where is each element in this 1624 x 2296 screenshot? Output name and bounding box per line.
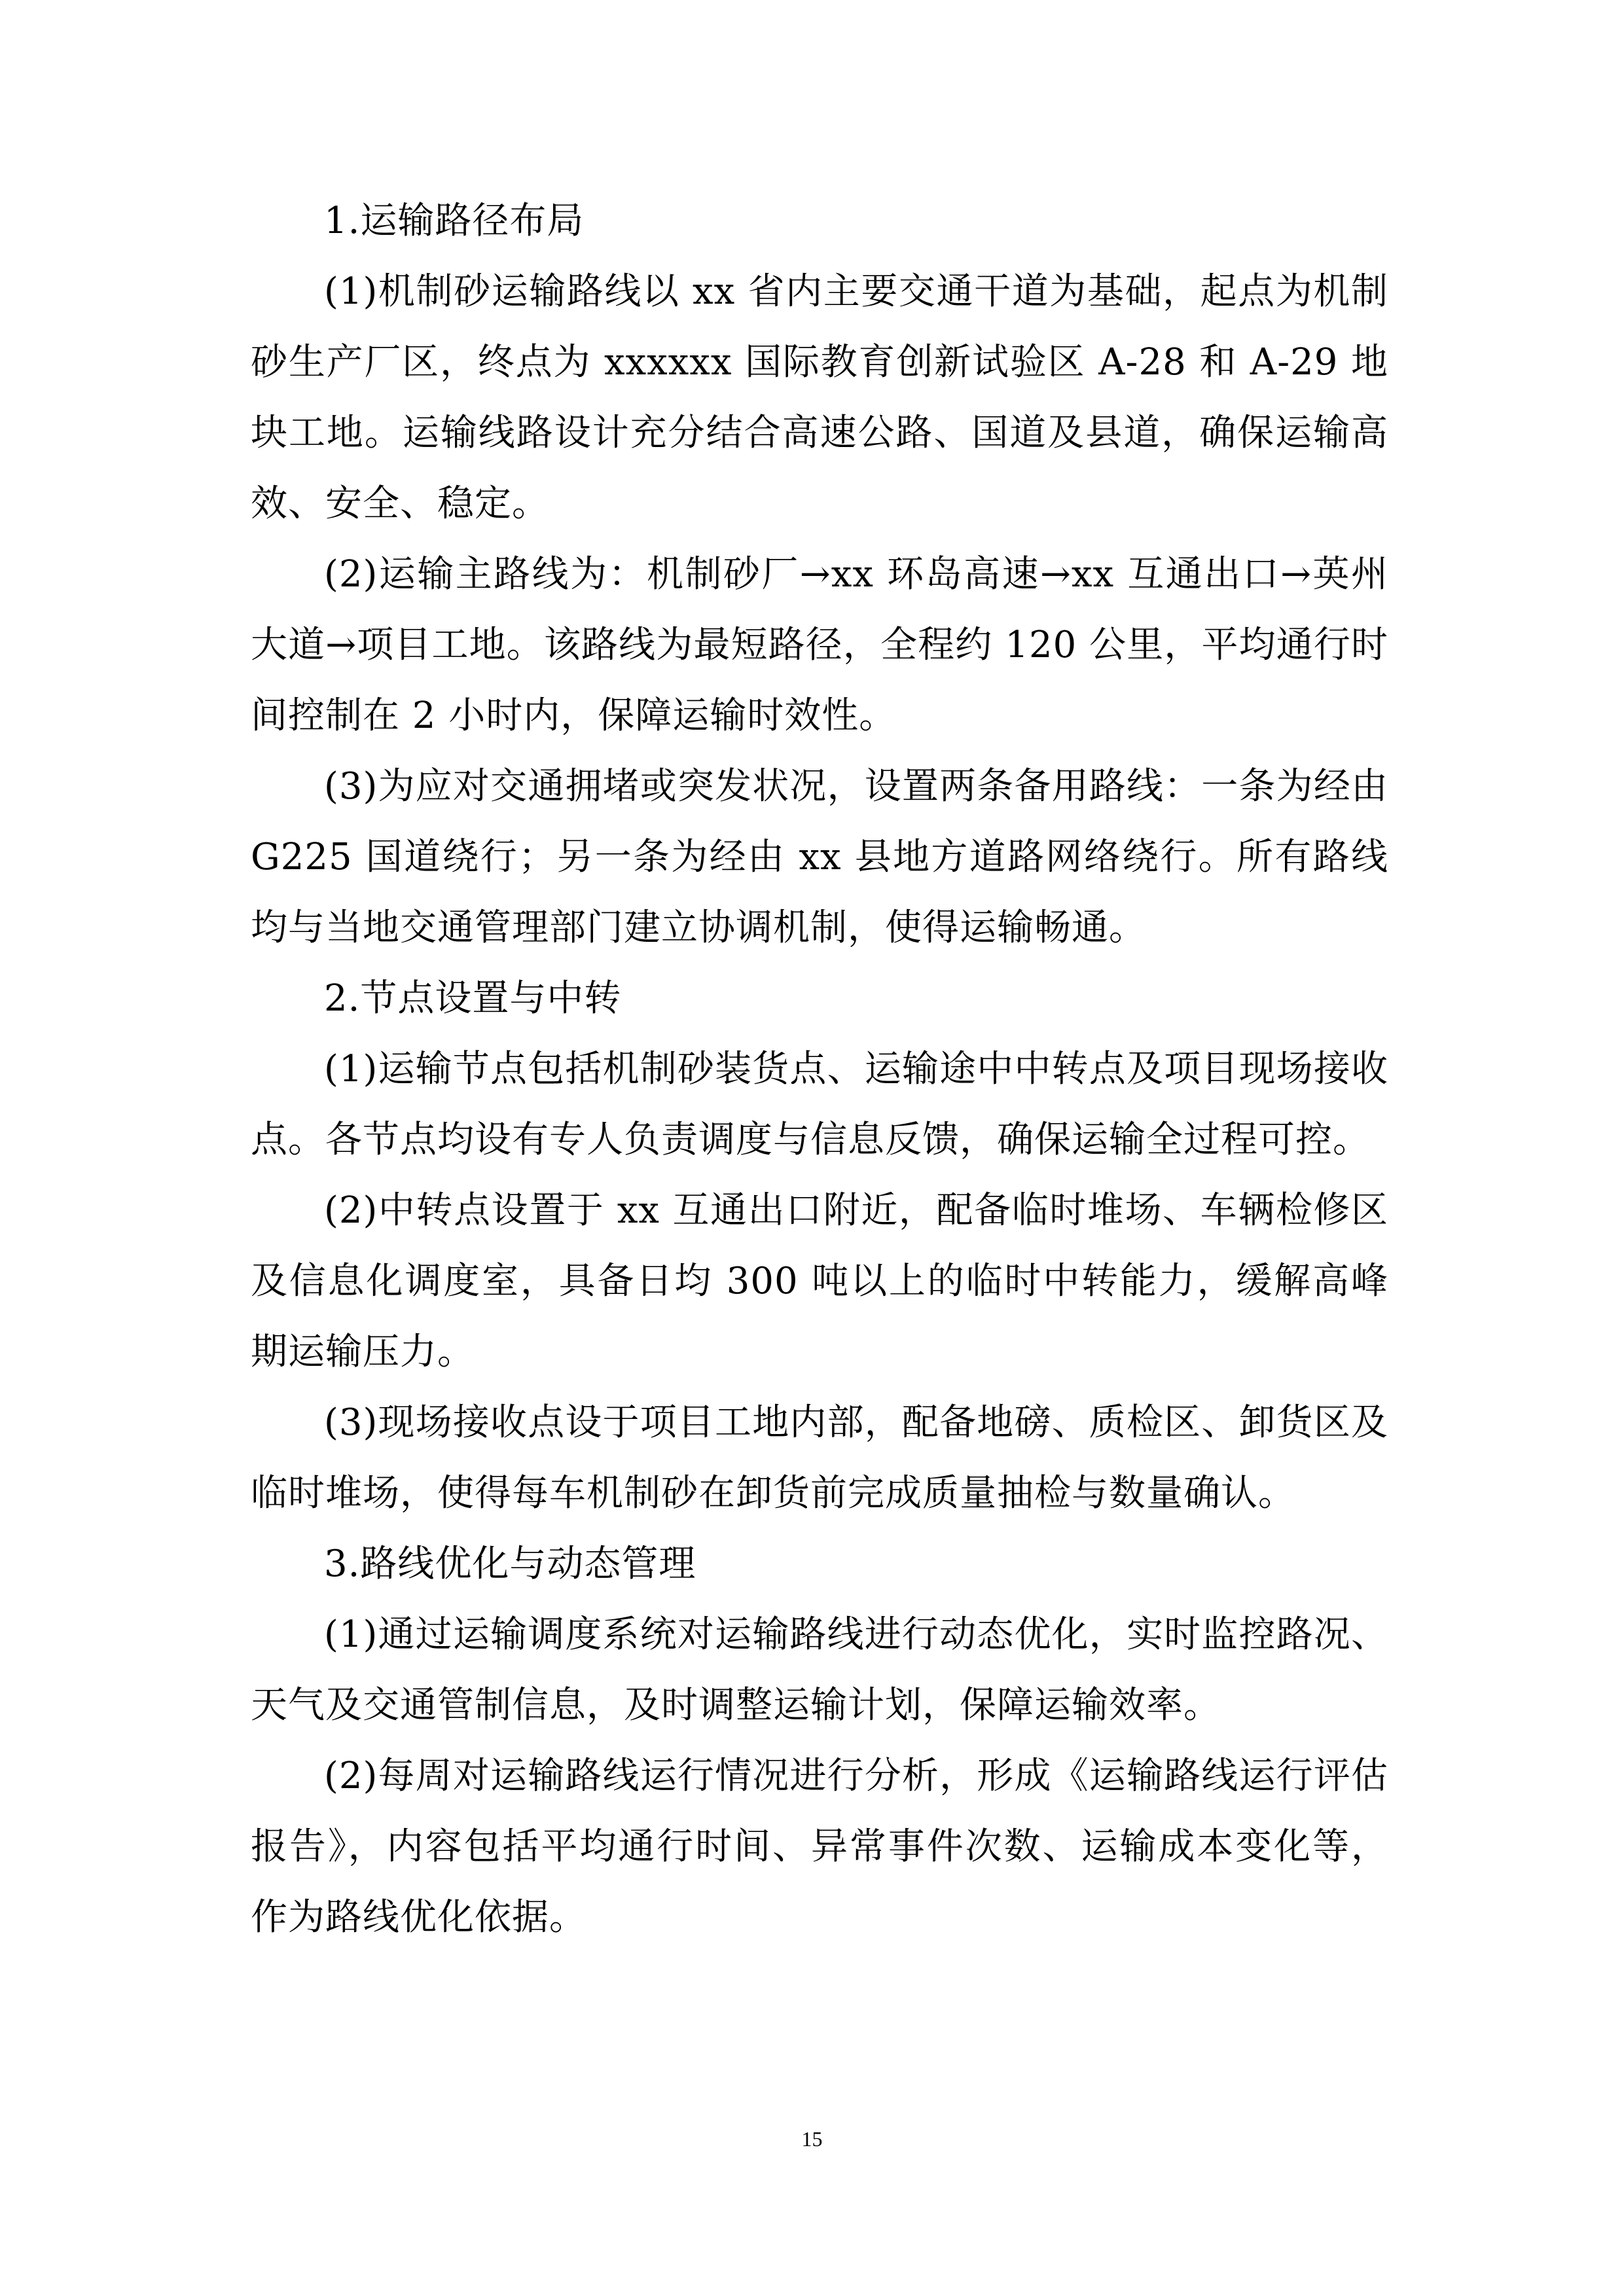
paragraph: (3)现场接收点设于项目工地内部，配备地磅、质检区、卸货区及临时堆场，使得每车机制砂在卸货前完成质量抽检与数量确认。 <box>251 1401 1388 1515</box>
paragraph: (2)每周对运输路线运行情况进行分析，形成《运输路线运行评估报告》，内容包括平均通行时间、异常事件次数、运输成本变化等，作为路线优化依据。 <box>251 1755 1388 1939</box>
paragraph: (3)为应对交通拥堵或突发状况，设置两条备用路线：一条为经由 G225 国道绕行；另一条为经由 xx 县地方道路网络绕行。所有路线均与当地交通管理部门建立协调机制，使得运输畅通。 <box>251 765 1388 949</box>
section-heading: 1.运输路径布局 <box>324 200 585 242</box>
section-heading: 2.节点设置与中转 <box>324 977 622 1020</box>
page-number: 15 <box>801 2127 823 2151</box>
paragraph: (1)运输节点包括机制砂装货点、运输途中中转点及项目现场接收点。各节点均设有专人负责调度与信息反馈，确保运输全过程可控。 <box>251 1048 1388 1161</box>
paragraph: (1)通过运输调度系统对运输路线进行动态优化，实时监控路况、天气及交通管制信息，及时调整运输计划，保障运输效率。 <box>251 1613 1388 1727</box>
paragraph: (2)中转点设置于 xx 互通出口附近，配备临时堆场、车辆检修区及信息化调度室，具备日均 300 吨以上的临时中转能力，缓解高峰期运输压力。 <box>251 1189 1388 1373</box>
section-heading: 3.路线优化与动态管理 <box>324 1543 696 1585</box>
paragraph: (2)运输主路线为：机制砂厂→xx 环岛高速→xx 互通出口→英州大道→项目工地。该路线为最短路径，全程约 120 公里，平均通行时间控制在 2 小时内，保障运输时效性。 <box>251 553 1388 737</box>
document-body <box>251 186 1388 1953</box>
paragraph: (1)机制砂运输路线以 xx 省内主要交通干道为基础，起点为机制砂生产厂区，终点为 xxxxxx 国际教育创新试验区 A-28 和 A-29 地块工地。运输线路设计充分结合高速公路、国道及县道，确保运输高效、安全、稳定。 <box>251 270 1388 525</box>
